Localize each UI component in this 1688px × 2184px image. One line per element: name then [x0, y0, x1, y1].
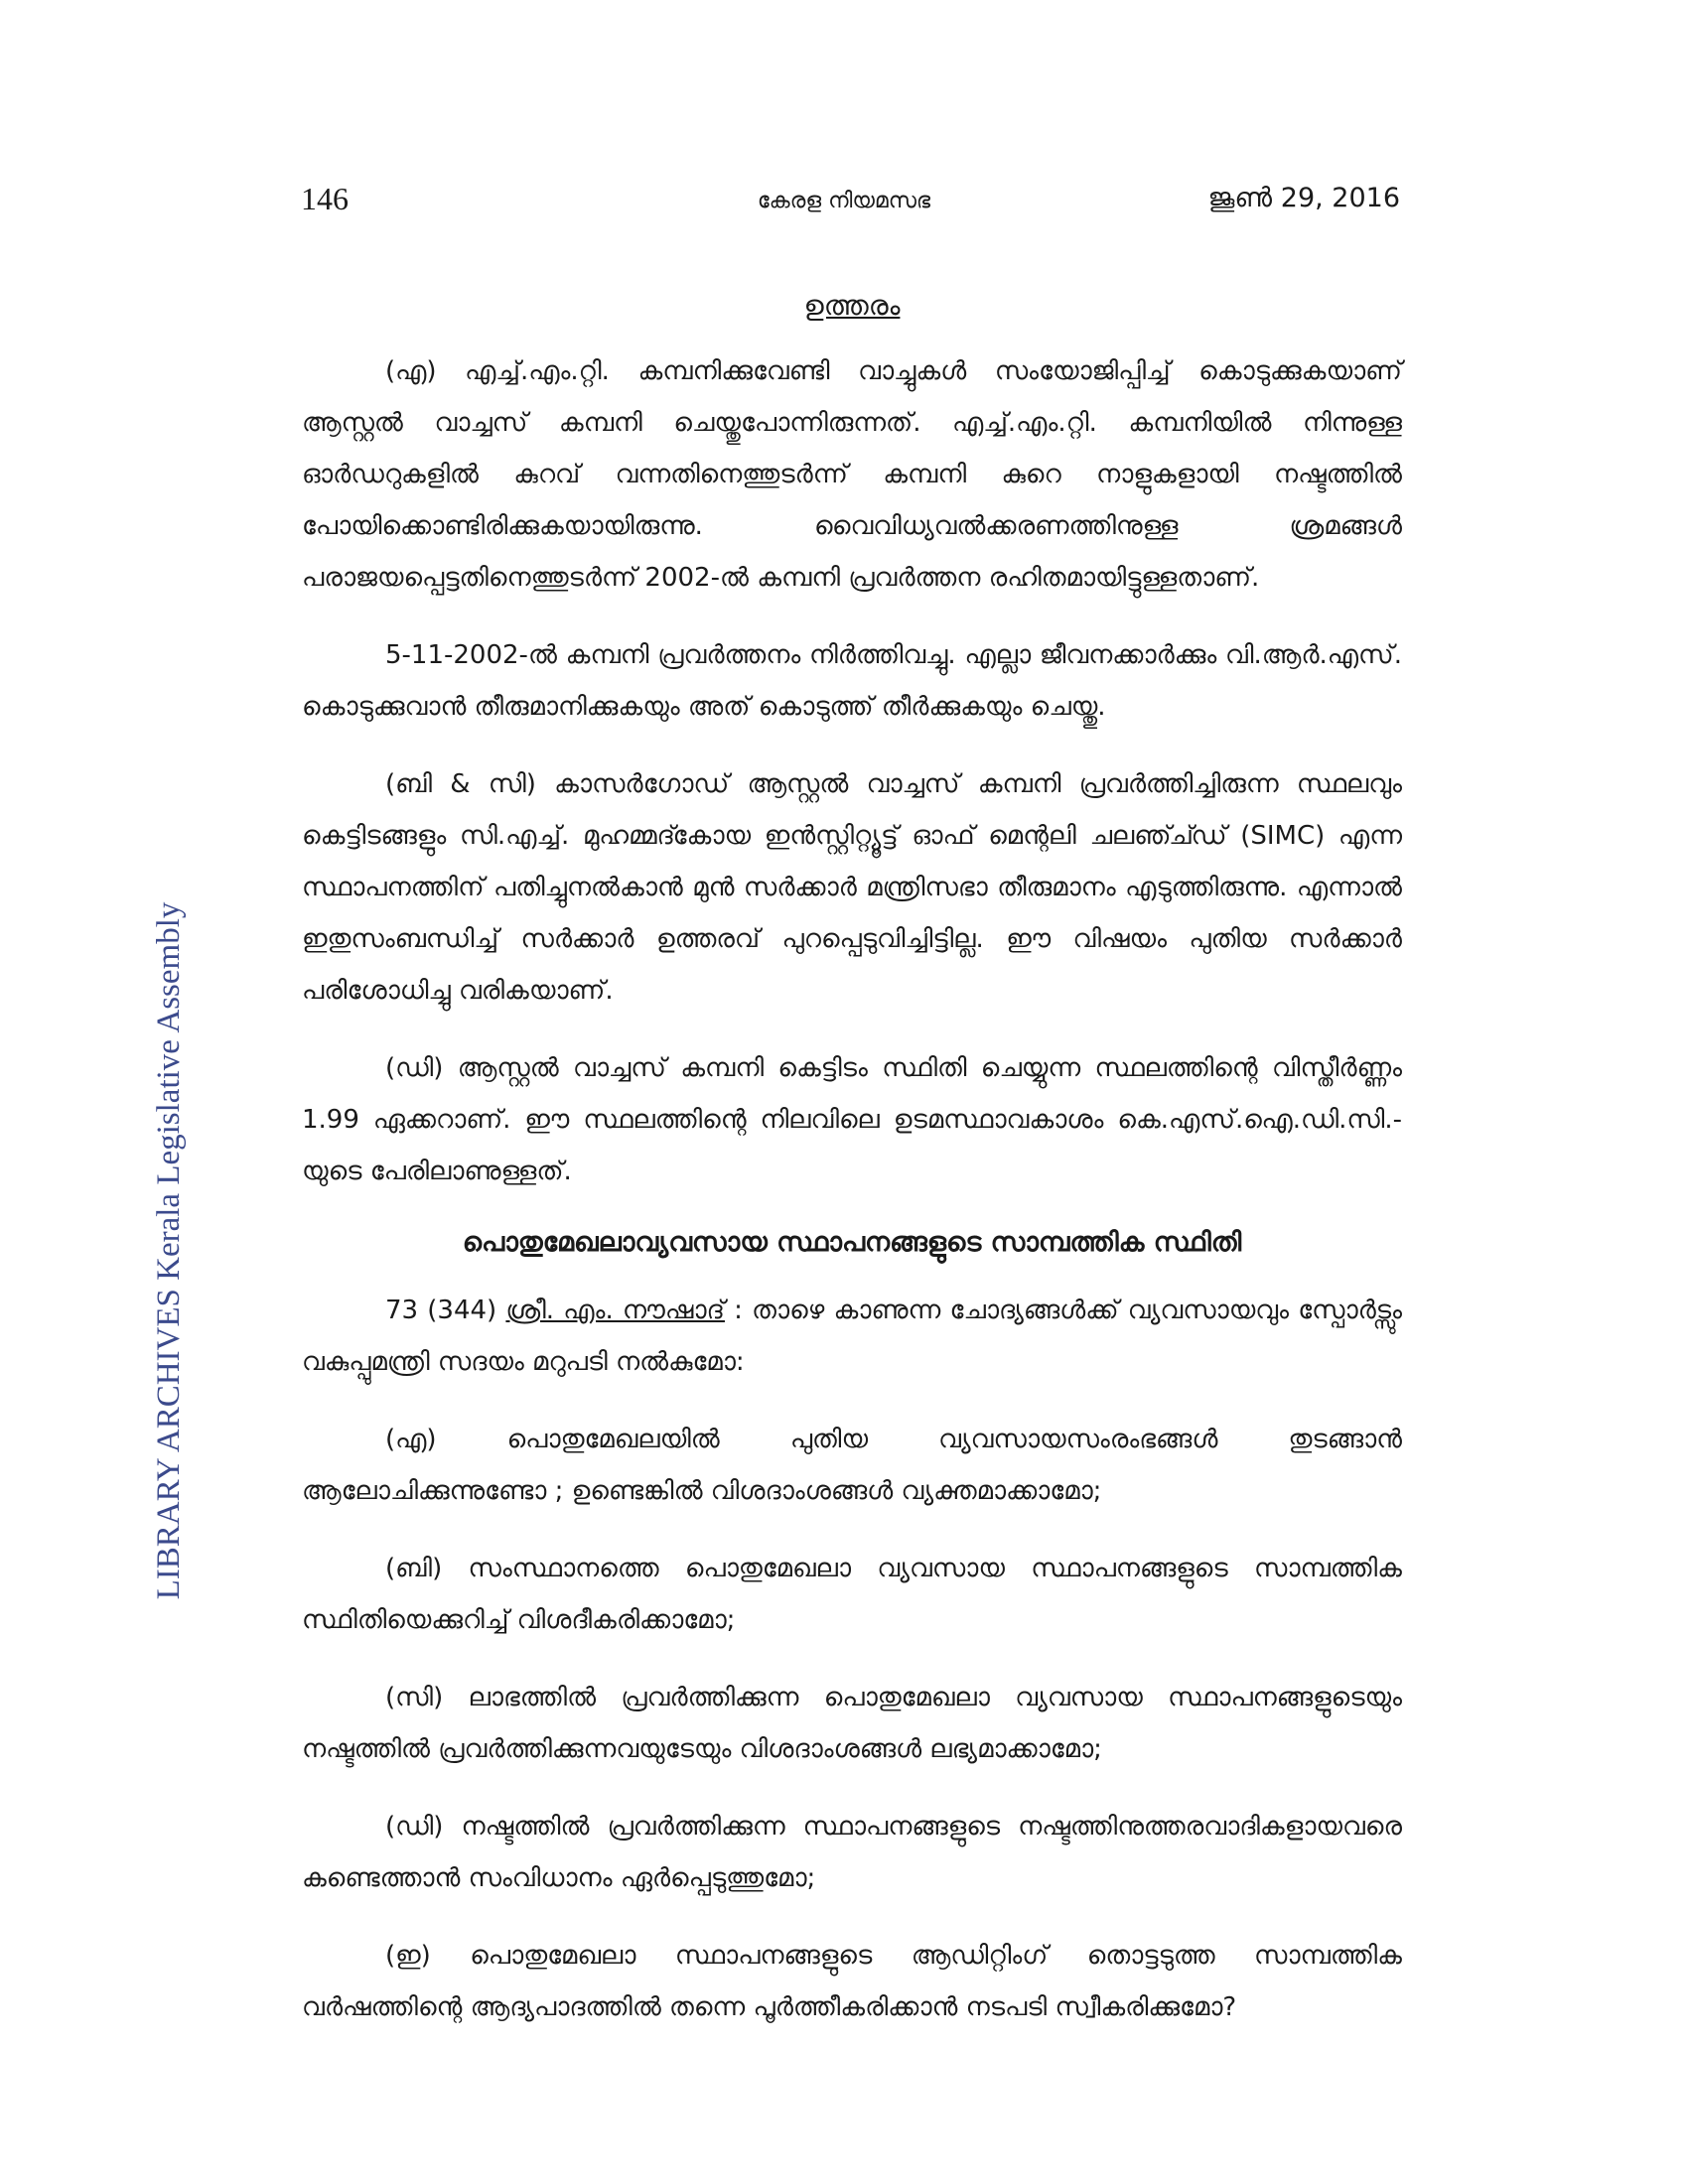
page-content — [302, 286, 1402, 2059]
question-part: (ഡി) നഷ്ടത്തിൽ പ്രവർത്തിക്കുന്ന സ്ഥാപനങ്ങളുടെ നഷ്ടത്തിനുത്തരവാദികളായവരെ കണ്ടെത്താൻ സംവിധാനം ഏർപ്പെടുത്തുമോ; — [302, 1812, 1402, 1893]
question-part: (സി) ലാഭത്തിൽ പ്രവർത്തിക്കുന്ന പൊതുമേഖലാ വ്യവസായ സ്ഥാപനങ്ങളുടെയും നഷ്ടത്തിൽ പ്രവർത്തിക്കുന്നവയുടേയും വിശദാംശങ്ങൾ ലഭ്യമാക്കാമോ; — [302, 1683, 1402, 1764]
question-part: (ബി) സംസ്ഥാനത്തെ പൊതുമേഖലാ വ്യവസായ സ്ഥാപനങ്ങളുടെ സാമ്പത്തിക സ്ഥിതിയെക്കുറിച്ച് വിശദീകരിക്കാമോ; — [302, 1554, 1402, 1635]
page-number: 146 — [301, 181, 349, 216]
question-part: (ഇ) പൊതുമേഖലാ സ്ഥാപനങ്ങളുടെ ആഡിറ്റിംഗ് തൊട്ടടുത്ത സാമ്പത്തിക വർഷത്തിന്റെ ആദ്യപാദത്തിൽ തന്നെ പൂർത്തീകരിക്കാൻ നടപടി സ്വീകരിക്കുമോ? — [302, 1941, 1402, 2022]
answer-heading: ഉത്തരം — [803, 289, 901, 322]
running-head: കേരള നിയമസഭ — [757, 189, 931, 213]
question-intro-text: : താഴെ കാണുന്ന ചോദ്യങ്ങൾക്ക് വ്യവസായവും സ്പോർട്സും വകുപ്പുമന്ത്രി സദയം മറുപടി നൽകുമോ: — [302, 1296, 1403, 1377]
answer-paragraph: (ബി & സി) കാസർഗോഡ് ആസ്റ്റൽ വാച്ചസ് കമ്പനി പ്രവർത്തിച്ചിരുന്ന സ്ഥലവും കെട്ടിടങ്ങളും സി.എച്ച്. മുഹമ്മദ്കോയ ഇൻസ്റ്റിറ്റ്യൂട്ട് ഓഫ് മെന്റലി ചലഞ്ച്ഡ് (SIMC) എന്ന സ്ഥാപനത്തിന് പതിച്ചുനൽകാൻ മുൻ സർക്കാർ മന്ത്രിസഭാ തീരുമാനം എടുത്തിരുന്നു. എന്നാൽ ഇതുസംബന്ധിച്ച് സർക്കാർ ഉത്തരവ് പുറപ്പെടുവിച്ചിട്ടില്ല. ഈ വിഷയം പുതിയ സർക്കാർ പരിശോധിച്ചു വരികയാണ്. — [302, 769, 1402, 1006]
archive-watermark: LIBRARY ARCHIVES Kerala Legislative Assembly — [151, 901, 187, 1600]
question-part: (എ) പൊതുമേഖലയിൽ പുതിയ വ്യവസായസംരംഭങ്ങൾ തുടങ്ങാൻ ആലോചിക്കുന്നുണ്ടോ ; ഉണ്ടെങ്കിൽ വിശദാംശങ്ങൾ വ്യക്തമാക്കാമോ; — [302, 1425, 1402, 1506]
answer-paragraph: (ഡി) ആസ്റ്റൽ വാച്ചസ് കമ്പനി കെട്ടിടം സ്ഥിതി ചെയ്യുന്ന സ്ഥലത്തിന്റെ വിസ്തീർണ്ണം 1.99 ഏക്കറാണ്. ഈ സ്ഥലത്തിന്റെ നിലവിലെ ഉടമസ്ഥാവകാശം കെ.എസ്.ഐ.ഡി.സി.-യുടെ പേരിലാണുള്ളത്. — [302, 1053, 1402, 1186]
answer-paragraph: (എ) എച്ച്.എം.റ്റി. കമ്പനിക്കുവേണ്ടി വാച്ചുകൾ സംയോജിപ്പിച്ച് കൊടുക്കുകയാണ് ആസ്റ്റൽ വാച്ചസ് കമ്പനി ചെയ്തുപോന്നിരുന്നത്. എച്ച്.എം.റ്റി. കമ്പനിയിൽ നിന്നുള്ള ഓർഡറുകളിൽ കുറവ് വന്നതിനെത്തുടർന്ന് കമ്പനി കുറെ നാളുകളായി നഷ്ടത്തിൽ പോയിക്കൊണ്ടിരിക്കുകയായിരുന്നു. വൈവിധ്യവൽക്കരണത്തിനുള്ള ശ്രമങ്ങൾ പരാജയപ്പെട്ടതിനെത്തുടർന്ന് 2002-ൽ കമ്പനി പ്രവർത്തന രഹിതമായിട്ടുള്ളതാണ്. — [302, 356, 1402, 593]
member-name: ശ്രീ. എം. നൗഷാദ് — [505, 1296, 725, 1325]
section-title: പൊതുമേഖലാവ്യവസായ സ്ഥാപനങ്ങളുടെ സാമ്പത്തിക സ്ഥിതി — [462, 1227, 1242, 1258]
question-intro — [302, 1285, 1402, 1388]
answer-paragraph: 5-11-2002-ൽ കമ്പനി പ്രവർത്തനം നിർത്തിവച്ചു. എല്ലാ ജീവനക്കാർക്കും വി.ആർ.എസ്. കൊടുക്കുവാൻ തീരുമാനിക്കുകയും അത് കൊടുത്ത് തീർക്കുകയും ചെയ്തു. — [302, 640, 1402, 722]
header-date: ജൂൺ 29, 2016 — [1207, 183, 1400, 213]
question-number: 73 (344) — [385, 1296, 497, 1325]
